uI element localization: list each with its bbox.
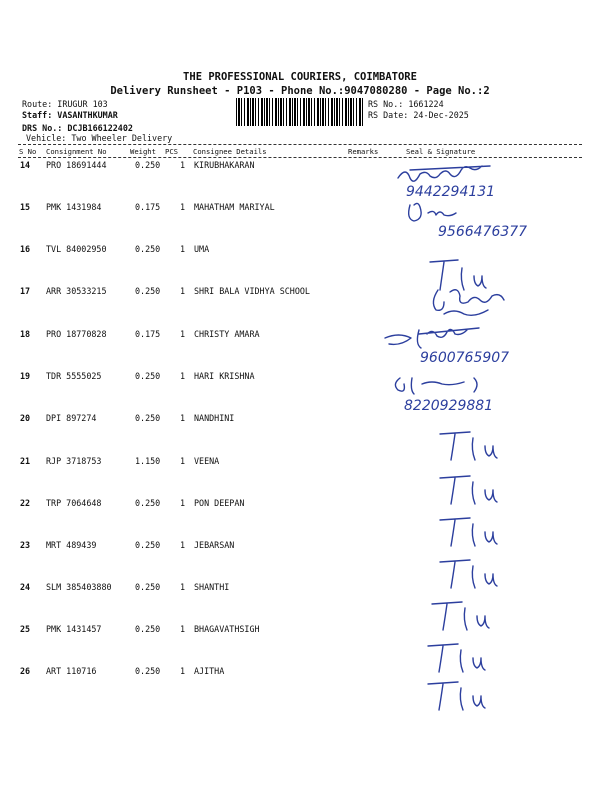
weight: 0.175 [135,329,161,339]
runsheet-subtitle: Delivery Runsheet - P103 - Phone No.:9047080280 - Page No.:2 [110,85,490,97]
col-pcs: PCS [165,147,178,156]
consignment-no: RJP 3718753 [46,456,102,466]
drs-number: DRS No.: DCJB166122402 [22,123,133,133]
sno: 17 [20,286,31,296]
pcs: 1 [180,371,186,381]
pcs: 1 [180,456,186,466]
pcs: 1 [180,202,186,212]
pcs: 1 [180,413,186,423]
col-remarks: Remarks [348,147,379,156]
consignee: JEBARSAN [194,540,235,550]
sno: 20 [20,413,31,423]
consignment-no: ARR 30533215 [46,286,107,296]
sno: 26 [20,666,31,676]
weight: 1.150 [135,456,161,466]
consignee: CHRISTY AMARA [194,329,260,339]
col-sno: S No [19,147,37,156]
signature-18 [385,328,479,348]
sno: 24 [20,582,31,592]
handwritten-phone-19: 8220929881 [404,398,494,414]
weight: 0.250 [135,624,161,634]
route: Route: IRUGUR 103 [22,99,108,109]
col-signature: Seal & Signature [406,147,476,156]
consignee: KIRUBHAKARAN [194,160,255,170]
consignee: BHAGAVATHSIGH [194,624,260,634]
signature-19 [395,378,477,394]
rs-number: RS No.: 1661224 [368,99,444,109]
col-weight: Weight [130,147,156,156]
signature-26 [428,682,485,710]
signature-20 [440,432,497,460]
signature-16 [430,260,486,290]
signature-23 [440,560,497,588]
col-consignee: Consignee Details [193,147,267,156]
sno: 21 [20,456,31,466]
consignment-no: TRP 7064648 [46,498,102,508]
pcs: 1 [180,582,186,592]
weight: 0.175 [135,202,161,212]
sno: 25 [20,624,31,634]
signature-15 [409,203,456,221]
consignment-no: PMK 1431457 [46,624,102,634]
weight: 0.250 [135,160,161,170]
rs-date: RS Date: 24-Dec-2025 [368,110,469,120]
consignment-no: SLM 385403880 [46,582,112,592]
vehicle: Vehicle: Two Wheeler Delivery [26,133,173,143]
weight: 0.250 [135,540,161,550]
consignment-no: TDR 5555025 [46,371,102,381]
consignment-no: MRT 489439 [46,540,97,550]
consignment-no: PRO 18770828 [46,329,107,339]
pcs: 1 [180,244,186,254]
consignee: SHANTHI [194,582,230,592]
consignment-no: TVL 84002950 [46,244,107,254]
weight: 0.250 [135,582,161,592]
signature-17 [433,290,504,316]
sno: 19 [20,371,31,381]
handwritten-phone-18: 9600765907 [420,350,510,366]
consignee: PON DEEPAN [194,498,245,508]
sno: 14 [20,160,31,170]
signature-22 [440,518,497,546]
consignment-no: PRO 18691444 [46,160,107,170]
consignee: MAHATHAM MARIYAL [194,202,275,212]
pcs: 1 [180,666,186,676]
consignee: HARI KRISHNA [194,371,255,381]
consignee: AJITHA [194,666,225,676]
weight: 0.250 [135,666,161,676]
weight: 0.250 [135,286,161,296]
sno: 23 [20,540,31,550]
weight: 0.250 [135,498,161,508]
pcs: 1 [180,329,186,339]
signature-24 [432,602,489,630]
consignee: VEENA [194,456,220,466]
weight: 0.250 [135,413,161,423]
consignee: NANDHINI [194,413,235,423]
weight: 0.250 [135,244,161,254]
consignee: SHRI BALA VIDHYA SCHOOL [194,286,310,296]
sno: 22 [20,498,31,508]
staff: Staff: VASANTHKUMAR [22,110,118,120]
pcs: 1 [180,160,186,170]
sno: 15 [20,202,31,212]
sno: 16 [20,244,31,254]
pcs: 1 [180,498,186,508]
weight: 0.250 [135,371,161,381]
handwritten-phone-15: 9566476377 [438,224,528,240]
pcs: 1 [180,540,186,550]
signature-21 [440,476,497,504]
col-consignment: Consignment No [46,147,107,156]
consignee: UMA [194,244,210,254]
pcs: 1 [180,624,186,634]
consignment-no: DPI 897274 [46,413,97,423]
signature-25 [428,644,485,672]
handwritten-phone-14: 9442294131 [406,184,496,200]
consignment-no: ART 110716 [46,666,97,676]
consignment-no: PMK 1431984 [46,202,102,212]
company-title: THE PROFESSIONAL COURIERS, COIMBATORE [183,71,417,83]
sno: 18 [20,329,31,339]
pcs: 1 [180,286,186,296]
signature-14 [398,166,490,181]
